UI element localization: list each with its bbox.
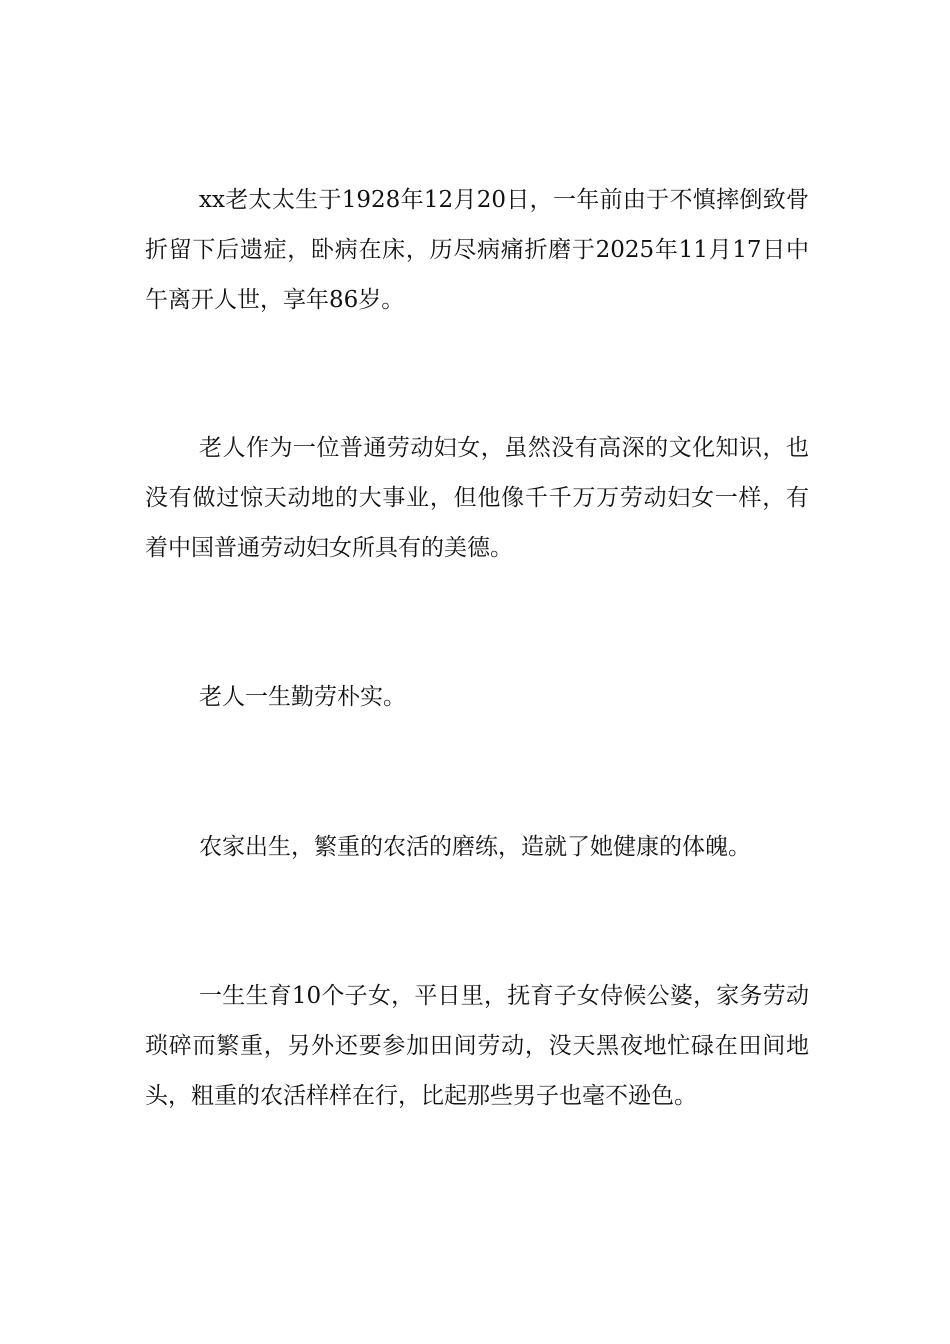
paragraph-hardworking: 老人一生勤劳朴实。 xyxy=(199,684,406,710)
paragraph-farm-origin: 农家出生，繁重的农活的磨练，造就了她健康的体魄。 xyxy=(199,834,751,860)
paragraph-virtues: 老人作为一位普通劳动妇女，虽然没有高深的文化知识，也没有做过惊天动地的大事业，但他像千千万万劳动妇女一样，有着中国普通劳动妇女所具有的美德。 xyxy=(145,435,809,561)
paragraph-family-labor: 一生生育10个子女，平日里，抚育子女侍候公婆，家务劳动琐碎而繁重，另外还要参加田间劳动，没天黑夜地忙碌在田间地头，粗重的农活样样在行，比起那些男子也毫不逊色。 xyxy=(145,983,809,1109)
paragraph-birth-death: xx老太太生于1928年12月20日，一年前由于不慎摔倒致骨折留下后遗症，卧病在床，历尽病痛折磨于2025年11月17日中午离开人世，享年86岁。 xyxy=(145,187,809,313)
